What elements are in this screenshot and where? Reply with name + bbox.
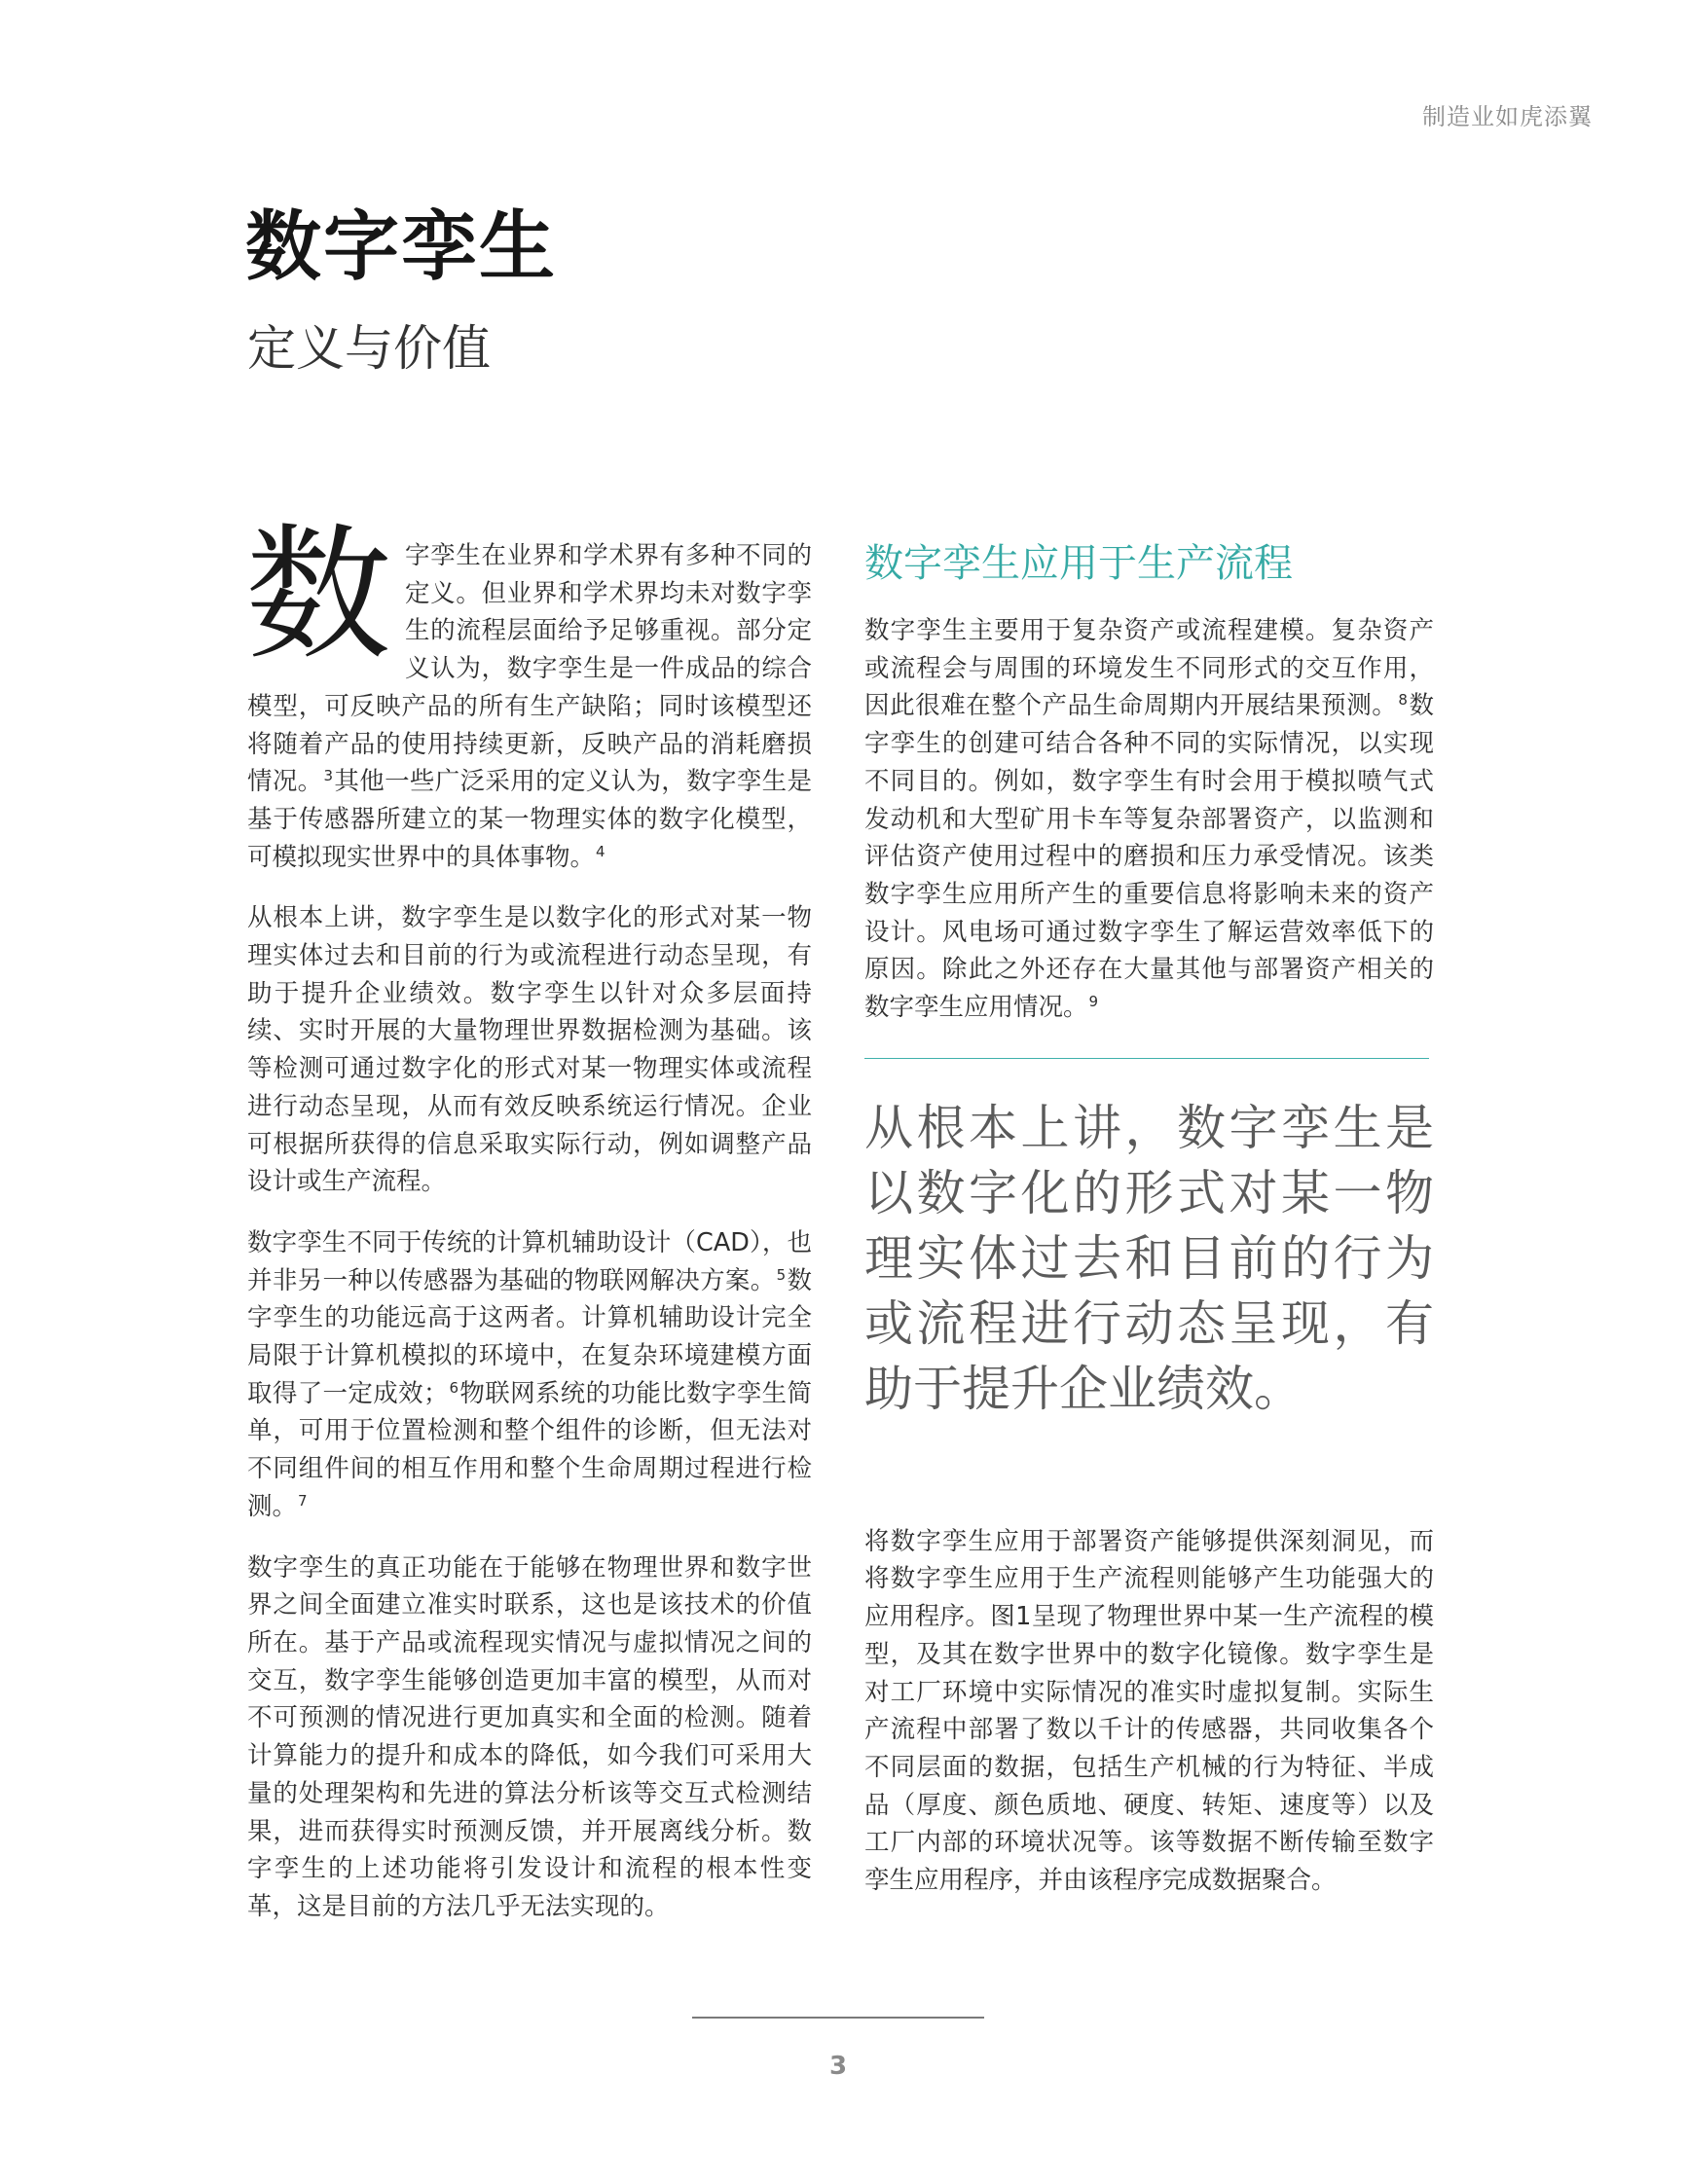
- body-paragraph: [247, 1549, 812, 1926]
- body-paragraph: [864, 612, 1434, 1027]
- paragraph-text: 数字孪生不同于传统的计算机辅助设计（CAD），也并非另一种以传感器为基础的物联网解决方案。: [247, 1227, 812, 1295]
- body-paragraph: [247, 899, 812, 1201]
- paragraph-text: 字孪生在业界和学术界有多种不同的定义。但业界和学术界均未对数字孪生的流程层面给予足够重视。部分定义认为，数字孪生是一件成品的综合模型，可反映产品的所有生产缺陷；同时该模型还将随着产品的使用持续更新，反映产品的消耗磨损情况。: [247, 541, 812, 797]
- right-column: [864, 540, 1434, 1923]
- footer-divider: [692, 2017, 984, 2019]
- drop-cap: 数: [245, 511, 392, 680]
- body-paragraph: [864, 1523, 1434, 1900]
- footnote-marker: 8: [1398, 691, 1408, 710]
- paragraph-text: 从根本上讲，数字孪生是以数字化的形式对某一物理实体过去和目前的行为或流程进行动态呈现，有助于提升企业绩效。数字孪生以针对众多层面持续、实时开展的大量物理世界数据检测为基础。该等检测可通过数字化的形式对某一物理实体或流程进行动态呈现，从而有效反映系统运行情况。企业可根据所获得的信息采取实际行动，例如调整产品设计或生产流程。: [247, 903, 812, 1197]
- footnote-marker: 5: [776, 1265, 787, 1284]
- footnote-marker: 9: [1088, 993, 1099, 1011]
- paragraph-text: 数字孪生的真正功能在于能够在物理世界和数字世界之间全面建立准实时联系，这也是该技术的价值所在。基于产品或流程现实情况与虚拟情况之间的交互，数字孪生能够创造更加丰富的模型，从而对不可预测的情况进行更加真实和全面的检测。随着计算能力的提升和成本的降低，如今我们可采用大量的处理架构和先进的算法分析该等交互式检测结果，进而获得实时预测反馈，并开展离线分析。数字孪生的上述功能将引发设计和流程的根本性变革，这是目前的方法几乎无法实现的。: [247, 1552, 812, 1921]
- paragraph-text: 将数字孪生应用于部署资产能够提供深刻洞见，而将数字孪生应用于生产流程则能够产生功能强大的应用程序。图1呈现了物理世界中某一生产流程的模型，及其在数字世界中的数字化镜像。数字孪生是对工厂环境中实际情况的准实时虚拟复制。实际生产流程中部署了数以千计的传感器，共同收集各个不同层面的数据，包括生产机械的行为特征、半成品（厚度、颜色质地、硬度、转矩、速度等）以及工厂内部的环境状况等。该等数据不断传输至数字孪生应用程序，并由该程序完成数据聚合。: [864, 1526, 1434, 1896]
- body-paragraph: [247, 1224, 812, 1526]
- body-paragraph: [245, 511, 812, 876]
- pull-quote: 从根本上讲，数字孪生是以数字化的形式对某一物理实体过去和目前的行为或流程进行动态呈现，有助于提升企业绩效。: [864, 1099, 1434, 1417]
- section-heading: 数字孪生应用于生产流程: [864, 541, 1293, 586]
- paragraph-text: 数字孪生主要用于复杂资产或流程建模。复杂资产或流程会与周围的环境发生不同形式的交互作用，因此很难在整个产品生命周期内开展结果预测。: [864, 616, 1434, 721]
- footnote-marker: 4: [596, 842, 605, 860]
- footnote-marker: 6: [449, 1378, 459, 1397]
- page-title: 数字孪生: [245, 203, 558, 291]
- footnote-marker: 3: [323, 767, 334, 785]
- page-number: 3: [828, 2052, 848, 2081]
- paragraph-text: 数字孪生的创建可结合各种不同的实际情况，以实现不同目的。例如，数字孪生有时会用于模拟喷气式发动机和大型矿用卡车等复杂部署资产，以监测和评估资产使用过程中的磨损和压力承受情况。该类数字孪生应用所产生的重要信息将影响未来的资产设计。风电场可通过数字孪生了解运营效率低下的原因。除此之外还存在大量其他与部署资产相关的数字孪生应用情况。: [864, 691, 1434, 1023]
- page-subtitle: 定义与价值: [247, 320, 491, 377]
- paragraph-text: 其他一些广泛采用的定义认为，数字孪生是基于传感器所建立的某一物理实体的数字化模型，可模拟现实世界中的具体事物。: [247, 767, 812, 872]
- running-header: 制造业如虎添翼: [1422, 103, 1593, 130]
- paragraph-text: 物联网系统的功能比数字孪生简单，可用于位置检测和整个组件的诊断，但无法对不同组件间的相互作用和整个生命周期过程进行检测。: [247, 1378, 812, 1521]
- left-column: [245, 511, 812, 1949]
- section-divider: [864, 1058, 1429, 1059]
- footnote-marker: 7: [298, 1491, 308, 1510]
- paragraph-text: 数字孪生的功能远高于这两者。计算机辅助设计完全局限于计算机模拟的环境中，在复杂环境建模方面取得了一定成效；: [247, 1265, 812, 1408]
